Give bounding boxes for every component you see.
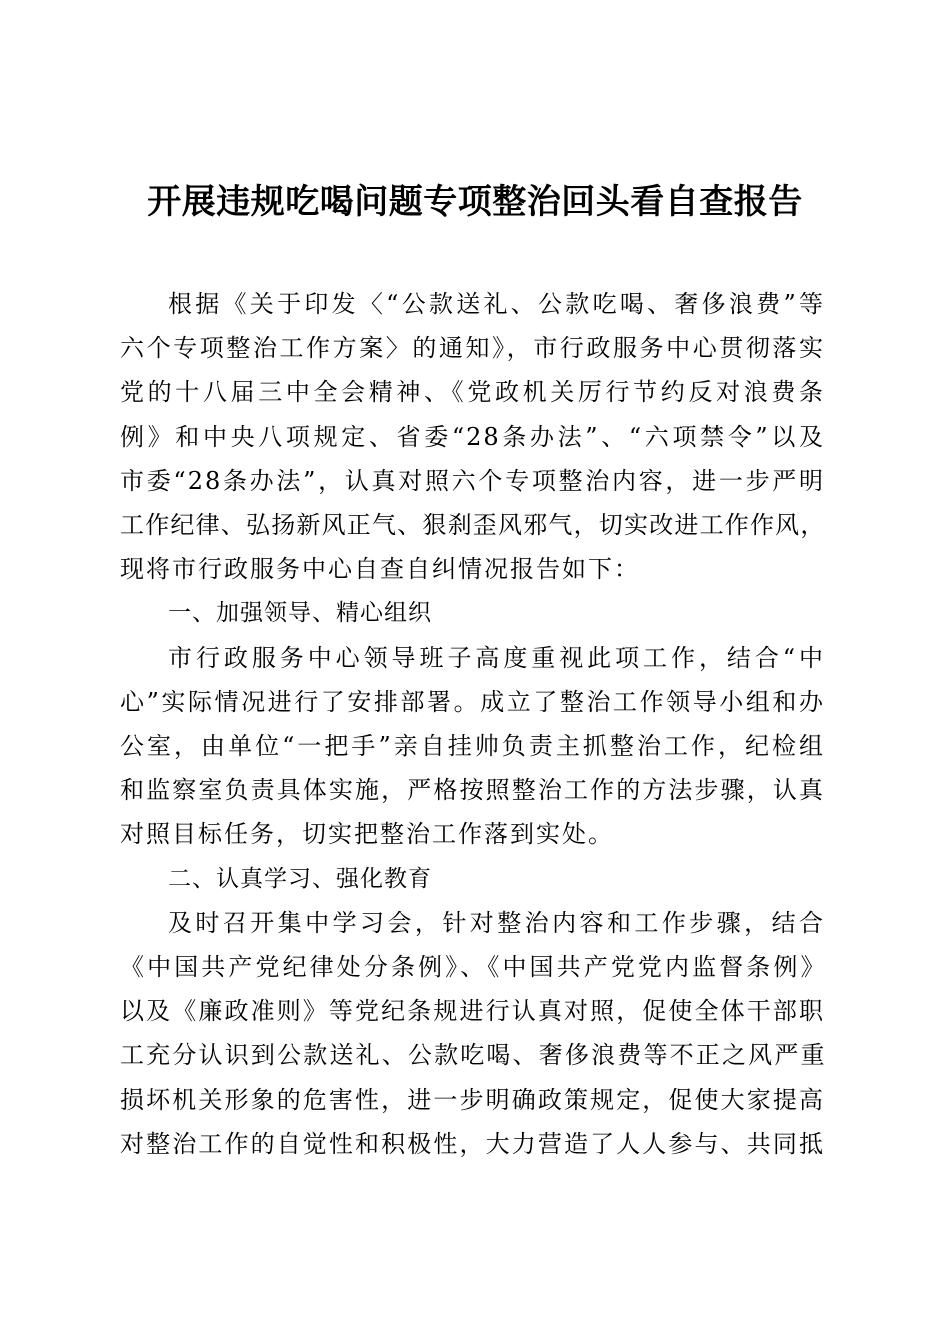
text-line: 市行政服务中心领导班子高度重视此项工作，结合“中 [168, 643, 825, 672]
section-heading-2: 二、认真学习、强化教育 [168, 865, 432, 892]
text-line: 公室，由单位“一把手”亲自挂帅负责主抓整治工作，纪检组 [120, 732, 825, 761]
text-line: 及时召开集中学习会，针对整治内容和工作步骤，结合 [168, 908, 825, 937]
text-line: 和监察室负责具体实施，严格按照整治工作的方法步骤，认真 [120, 776, 825, 805]
text-line: 根据《关于印发〈“公款送礼、公款吃喝、奢侈浪费”等 [168, 290, 825, 318]
text-line: 损坏机关形象的危害性，进一步明确政策规定，促使大家提高 [120, 1085, 825, 1114]
text-line: 现将市行政服务中心自查自纠情况报告如下： [120, 555, 640, 584]
text-line: 工充分认识到公款送礼、公款吃喝、奢侈浪费等不正之风严重 [120, 1041, 825, 1070]
text-line: 《中国共产党纪律处分条例》、《中国共产党党内监督条例》 [120, 953, 825, 982]
text-line: 例》和中央八项规定、省委“28条办法”、“六项禁令”以及 [120, 422, 825, 451]
text-line: 以及《廉政准则》等党纪条规进行认真对照，促使全体干部职 [120, 997, 825, 1026]
section2-paragraph [120, 901, 825, 1166]
document-body [120, 282, 825, 1166]
document-title: 开展违规吃喝问题专项整治回头看自查报告 [147, 182, 803, 222]
text-line: 党的十八届三中全会精神、《党政机关厉行节约反对浪费条 [120, 378, 825, 407]
section-heading-1: 一、加强领导、精心组织 [168, 600, 432, 627]
intro-paragraph [120, 282, 825, 591]
text-line: 市委“28条办法”，认真对照六个专项整治内容，进一步严明 [120, 466, 825, 495]
text-line: 心”实际情况进行了安排部署。成立了整治工作领导小组和办 [120, 687, 825, 716]
text-line: 六个专项整治工作方案〉的通知》，市行政服务中心贯彻落实 [120, 334, 825, 363]
section1-paragraph [120, 636, 825, 857]
text-line: 对照目标任务，切实把整治工作落到实处。 [120, 820, 614, 849]
text-line: 对整治工作的自觉性和积极性，大力营造了人人参与、共同抵 [120, 1129, 825, 1158]
text-line: 工作纪律、弘扬新风正气、狠刹歪风邪气，切实改进工作作风， [120, 511, 825, 540]
